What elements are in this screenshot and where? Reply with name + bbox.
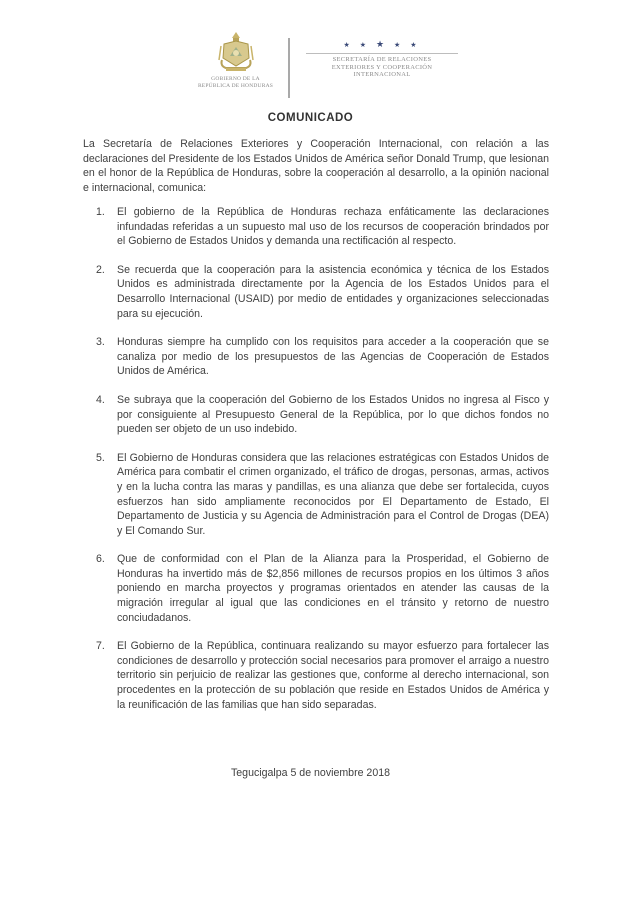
list-item xyxy=(96,451,549,539)
item-text: Se subraya que la cooperación del Gobierno de los Estados Unidos no ingresa al Fisco y por consiguiente al Presupuesto General de la República, por lo que dichos fondos no pueden ser objeto de un uso indebido. xyxy=(117,393,549,436)
stars-left-icon: ★ ★ xyxy=(343,42,370,49)
ministry-name-line-3: INTERNACIONAL xyxy=(353,71,411,78)
statement-list xyxy=(96,205,549,712)
list-item xyxy=(96,263,549,321)
government-name-line-1: GOBIERNO DE LA xyxy=(211,76,260,82)
item-number: 5. xyxy=(96,451,105,464)
ministry-block xyxy=(302,40,462,79)
government-logo-block xyxy=(188,28,283,106)
list-item xyxy=(96,552,549,625)
item-number: 3. xyxy=(96,336,105,349)
ministry-name-line-2: EXTERIORES Y COOPERACIÓN xyxy=(331,63,433,71)
item-number: 1. xyxy=(96,206,105,218)
item-number: 6. xyxy=(96,553,105,566)
intro-paragraph: La Secretaría de Relaciones Exteriores y Cooperación Internacional, con relación a las declaraciones del Presidente de los Estados Unidos de América señor Donald Trump, que lesionan en el honor de la República de Honduras, sobre la cooperación al desarrollo, a la opinión nacional e internacional, comunica: xyxy=(83,138,549,194)
document-title: COMUNICADO xyxy=(267,112,354,124)
government-name xyxy=(188,76,283,90)
item-text: Honduras siempre ha cumplido con los requisitos para acceder a la cooperación que se canaliza por medio de los presupuestos de las Agencias de Cooperación de Estados Unidos de América. xyxy=(117,336,549,378)
ministry-name-line-1: SECRETARÍA DE RELACIONES xyxy=(332,56,432,63)
list-item xyxy=(96,393,549,437)
item-text: El Gobierno de la República, continuara realizando su mayor esfuerzo para fortalecer las condiciones de desarrollo y protección social necesarios para promover el arraigo a nuestro territorio sin perjuicio de realizar las gestiones que, conforme al derecho internacional, son procedentes en la protección de su población que reside en Estados Unidos de América y la reunificación de las familias que han sido separadas. xyxy=(117,640,549,711)
list-item xyxy=(96,205,549,249)
star-center-icon: ★ xyxy=(375,39,389,49)
government-name-line-2: REPÚBLICA DE HONDURAS xyxy=(197,83,274,89)
list-item xyxy=(96,639,549,712)
item-number: 7. xyxy=(96,640,105,653)
ministry-rule xyxy=(306,53,458,54)
letterhead-divider xyxy=(288,38,290,98)
ministry-name xyxy=(302,56,462,79)
list-item xyxy=(96,335,549,379)
item-number: 2. xyxy=(96,263,105,276)
item-text: El Gobierno de Honduras considera que las relaciones estratégicas con Estados Unidos de América para combatir el crimen organizado, el tráfico de drogas, personas, armas, activos y en la lucha contra las maras y pandillas, es una alianza que debe ser fortalecida, cuyos esfuerzos han sido ampliamente reconocidos por El Departamento de Estado, El Departamento de Justicia y su Agencia de Administración para el Control de Drogas (DEA) y El Comando Sur. xyxy=(117,451,549,537)
place-date: Tegucigalpa 5 de noviembre 2018 xyxy=(230,767,391,779)
item-text: Se recuerda que la cooperación para la asistencia económica y técnica de los Estados Unidos es administrada directamente por la Agencia de los Estados Unidos para el Desarrollo Internacional (USAID) por medio de entidades y organizaciones seleccionadas para su ejecución. xyxy=(117,263,549,320)
item-number: 4. xyxy=(96,393,105,406)
coat-of-arms-icon xyxy=(216,30,256,72)
letterhead xyxy=(180,28,470,106)
stars-row xyxy=(302,40,462,50)
stars-right-icon: ★ ★ xyxy=(393,42,421,49)
item-text: El gobierno de la República de Honduras rechaza enfáticamente las declaraciones infundadas referidas a un supuesto mal uso de los recursos de cooperación brindados por el Gobierno de Estados Unidos y demanda una rectificación al respecto. xyxy=(117,206,549,248)
item-text: Que de conformidad con el Plan de la Alianza para la Prosperidad, el Gobierno de Honduras ha invertido más de $2,856 millones de recursos propios en los últimos 3 años poniendo en marcha proyectos y programas orientados en atender las causas de la migración irregular al igual que las condiciones en el tránsito y retorno de nuestro conciudadanos. xyxy=(117,553,549,624)
